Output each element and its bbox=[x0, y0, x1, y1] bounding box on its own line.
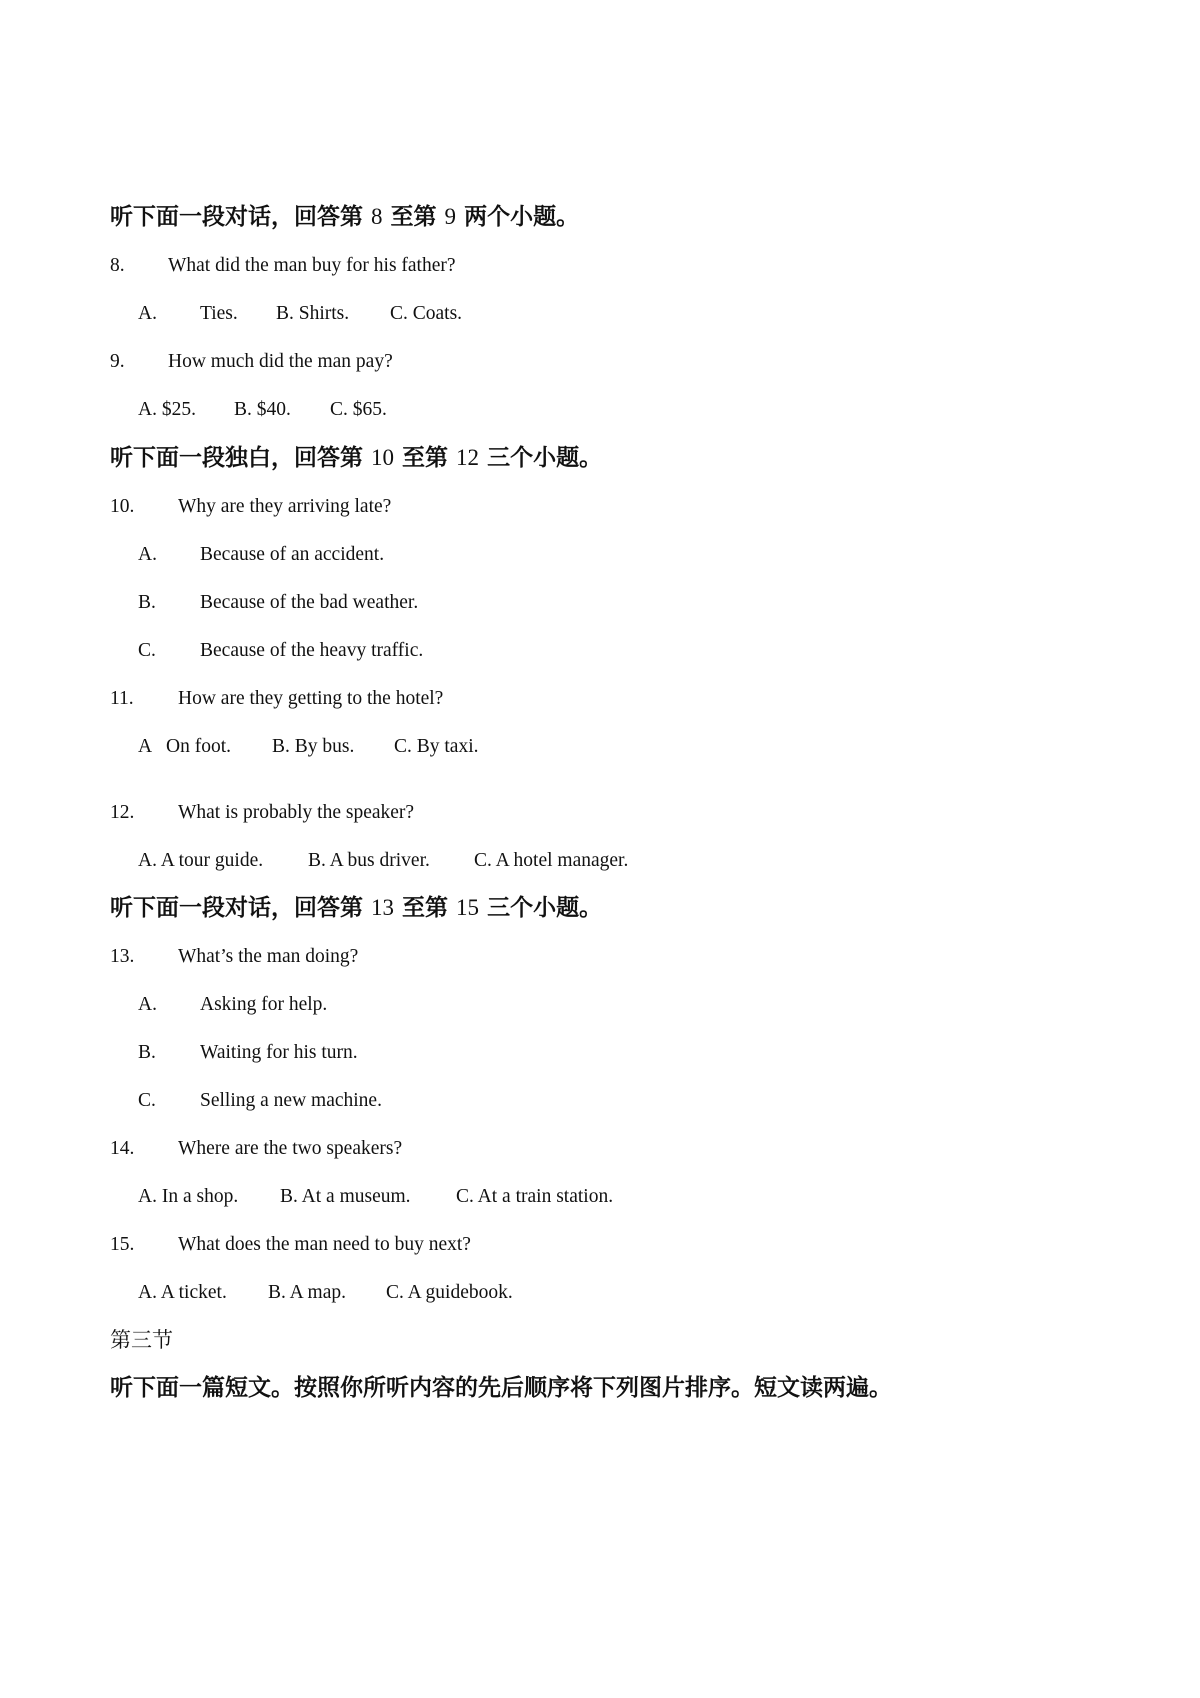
question-text: What does the man need to buy next? bbox=[178, 1234, 471, 1255]
option-letter: A. bbox=[138, 544, 157, 565]
question-12-options bbox=[138, 849, 628, 873]
question-number: 11. bbox=[110, 688, 134, 709]
option-b: B. A bus driver. bbox=[308, 850, 430, 871]
question-10 bbox=[110, 495, 391, 519]
heading-text: 两个小题。 bbox=[464, 204, 580, 230]
question-number: 8. bbox=[110, 255, 125, 276]
option-b: B. $40. bbox=[234, 399, 291, 420]
question-text: How are they getting to the hotel? bbox=[178, 688, 444, 709]
question-9-options bbox=[138, 398, 387, 422]
option-letter: A. bbox=[138, 994, 157, 1015]
heading-number: 15 bbox=[456, 895, 480, 920]
question-number: 15. bbox=[110, 1234, 135, 1255]
question-13-option-b bbox=[138, 1041, 358, 1065]
option-text: Asking for help. bbox=[200, 994, 328, 1015]
option-a: A. A tour guide. bbox=[138, 850, 264, 871]
option-b: B. Shirts. bbox=[276, 303, 350, 324]
option-b: B. At a museum. bbox=[280, 1186, 411, 1207]
question-11 bbox=[110, 687, 443, 711]
option-a: Ties. bbox=[200, 303, 238, 324]
heading-text: 至第 bbox=[402, 445, 449, 471]
question-text: Why are they arriving late? bbox=[178, 496, 392, 517]
section-heading-dialogue-13-15 bbox=[110, 894, 602, 922]
option-c: C. A hotel manager. bbox=[474, 850, 629, 871]
question-13-option-a bbox=[138, 993, 327, 1017]
option-letter: B. bbox=[138, 1042, 156, 1063]
option-letter: A. bbox=[138, 303, 157, 324]
option-a: A. A ticket. bbox=[138, 1282, 227, 1303]
heading-number: 10 bbox=[371, 445, 395, 470]
question-10-option-c bbox=[138, 639, 423, 663]
option-letter: A bbox=[138, 736, 153, 757]
question-12 bbox=[110, 801, 414, 825]
option-c: C. By taxi. bbox=[394, 736, 479, 757]
heading-text: 三个小题。 bbox=[487, 895, 603, 921]
question-13-option-c bbox=[138, 1089, 382, 1113]
question-number: 12. bbox=[110, 802, 135, 823]
question-number: 14. bbox=[110, 1138, 135, 1159]
question-text: How much did the man pay? bbox=[168, 351, 393, 372]
option-c: C. A guidebook. bbox=[386, 1282, 513, 1303]
option-c: C. Coats. bbox=[390, 303, 463, 324]
part-three-label: 第三节 bbox=[110, 1328, 173, 1352]
question-text: What is probably the speaker? bbox=[178, 802, 415, 823]
option-b: B. By bus. bbox=[272, 736, 355, 757]
section-heading-dialogue-8-9 bbox=[110, 203, 579, 231]
option-letter: C. bbox=[138, 640, 156, 661]
option-text: Selling a new machine. bbox=[200, 1090, 382, 1111]
section-heading-monologue-10-12 bbox=[110, 444, 602, 472]
heading-text: 听下面一段对话，回答第 bbox=[110, 895, 363, 921]
question-15-options bbox=[138, 1281, 513, 1305]
question-13 bbox=[110, 945, 358, 969]
heading-text: 三个小题。 bbox=[487, 445, 603, 471]
question-text: What’s the man doing? bbox=[178, 946, 359, 967]
question-10-option-b bbox=[138, 591, 418, 615]
option-letter: C. bbox=[138, 1090, 156, 1111]
option-c: C. $65. bbox=[330, 399, 387, 420]
heading-number: 13 bbox=[371, 895, 395, 920]
option-text: Waiting for his turn. bbox=[200, 1042, 358, 1063]
question-11-options bbox=[138, 735, 479, 759]
option-a: A. $25. bbox=[138, 399, 196, 420]
option-a: On foot. bbox=[166, 736, 231, 757]
question-14-options bbox=[138, 1185, 613, 1209]
option-b: B. A map. bbox=[268, 1282, 347, 1303]
question-number: 9. bbox=[110, 351, 125, 372]
heading-text: 至第 bbox=[390, 204, 437, 230]
question-14 bbox=[110, 1137, 402, 1161]
option-c: C. At a train station. bbox=[456, 1186, 614, 1207]
option-text: Because of the bad weather. bbox=[200, 592, 419, 613]
question-text: Where are the two speakers? bbox=[178, 1138, 403, 1159]
question-text: What did the man buy for his father? bbox=[168, 255, 456, 276]
question-15 bbox=[110, 1233, 471, 1257]
heading-text: 听下面一段对话，回答第 bbox=[110, 204, 363, 230]
option-text: Because of an accident. bbox=[200, 544, 385, 565]
question-9 bbox=[110, 350, 393, 374]
option-text: Because of the heavy traffic. bbox=[200, 640, 424, 661]
heading-number: 8 bbox=[371, 204, 383, 229]
question-10-option-a bbox=[138, 543, 384, 567]
heading-number: 9 bbox=[444, 204, 457, 229]
question-8-options bbox=[138, 302, 462, 326]
option-a: A. In a shop. bbox=[138, 1186, 239, 1207]
question-number: 10. bbox=[110, 496, 135, 517]
heading-text: 听下面一段独白，回答第 bbox=[110, 445, 363, 471]
question-8 bbox=[110, 254, 456, 278]
part-three-instruction: 听下面一篇短文。按照你所听内容的先后顺序将下列图片排序。短文读两遍。 bbox=[110, 1375, 892, 1401]
option-letter: B. bbox=[138, 592, 156, 613]
question-number: 13. bbox=[110, 946, 135, 967]
heading-number: 12 bbox=[456, 445, 480, 470]
heading-text: 至第 bbox=[402, 895, 449, 921]
